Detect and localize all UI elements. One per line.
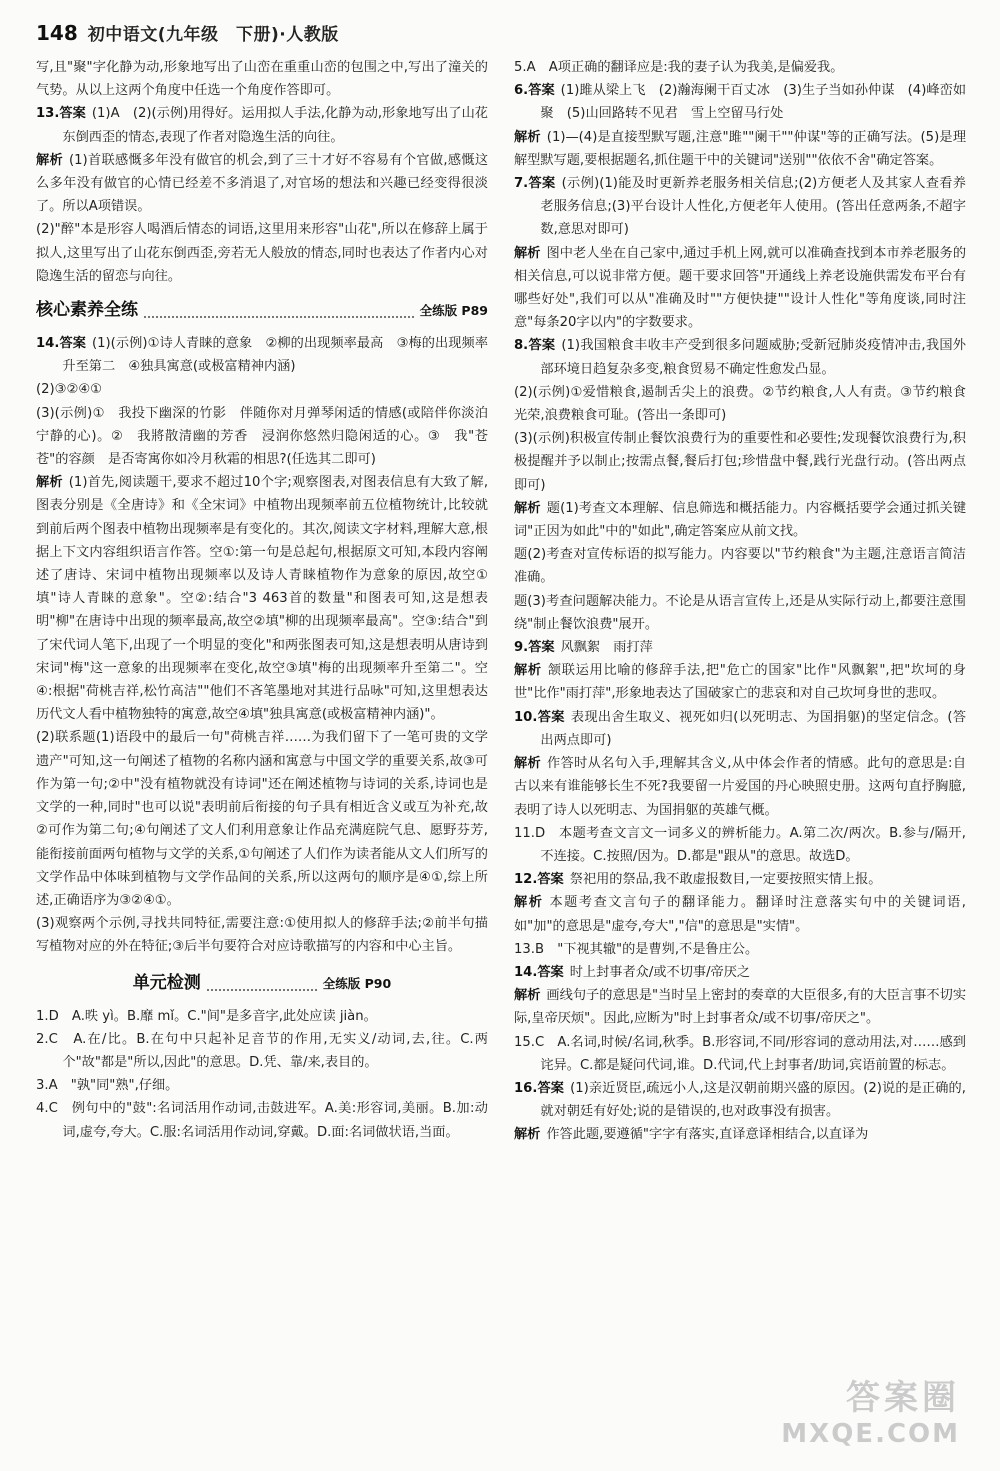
- answer-label: 答案: [528, 338, 556, 354]
- explanation-14: [36, 471, 488, 726]
- unit-answer-15: 15.C A.名词,时候/名词,秋季。B.形容词,不同/形容词的意动用法,对……感到诧异。C.都是疑问代词,谁。D.代词,代上封事者/助词,宾语前置的标志。: [514, 1034, 966, 1073]
- unit-answer-3: 3.A "孰"同"熟",仔细。: [36, 1078, 179, 1094]
- explanation-label: 解析: [514, 129, 541, 145]
- answer-label: 答案: [537, 872, 564, 888]
- answer-6: [514, 79, 966, 125]
- explanation-8: [514, 497, 966, 543]
- unit-answer-4: 4.C 例句中的"鼓":名词活用作动词,击鼓进军。A.美:形容词,美丽。B.加:动词,虚夸,夸大。C.服:名词活用作动词,穿戴。D.面:名词做状语,当面。: [36, 1101, 488, 1140]
- answer-10: [514, 706, 966, 752]
- question-number: 7.: [514, 176, 529, 192]
- question-number: 12.: [514, 872, 538, 888]
- left-column: [36, 56, 488, 1144]
- answer-text: 时上封事者众/或不切事/帝厌之: [569, 964, 751, 980]
- answer-8-part3: (3)(示例)积极宣传制止餐饮浪费行为的重要性和必要性;发现餐饮浪费行为,积极提醒并予以制止;按需点餐,餐后打包;珍惜盘中餐,践行光盘行动。(答出两点即可): [514, 431, 966, 493]
- explanation-label: 解析: [514, 1127, 541, 1143]
- explanation-16: [514, 1123, 966, 1146]
- unit-answer-5: 5.A A项正确的翻译应是:我的妻子认为我美,是偏爱我。: [514, 60, 844, 75]
- answer-text: 表现出舍生取义、视死如归(以死明志、为国捐躯)的坚定信念。(答出两点即可): [540, 709, 967, 748]
- explanation-label: 解析: [514, 988, 541, 1004]
- answer-label: 答案: [59, 336, 86, 352]
- answer-9: [514, 636, 966, 659]
- explanation-12: [514, 891, 966, 937]
- question-number: 8.: [514, 338, 529, 354]
- answer-label: 答案: [528, 640, 555, 656]
- right-column: [514, 56, 966, 1147]
- explanation-label: 解析: [514, 245, 541, 261]
- unit-answer-11: 11.D 本题考查文言文一词多义的辨析能力。A.第二次/两次。B.参与/隔开,不连接。C.按照/因为。D.都是"跟从"的意思。故选D。: [514, 825, 966, 864]
- question-number: 14.: [514, 964, 538, 980]
- page-number: 148: [36, 21, 78, 45]
- section-title: 单元检测: [132, 972, 201, 993]
- dotted-leader: [207, 977, 317, 991]
- explanation-text: 本题考查文言句子的翻译能力。翻译时注意落实句中的关键词语,如"加"的意思是"虚夸,夸大","信"的意思是"实情"。: [514, 895, 966, 934]
- explanation-text: 题(1)考查文本理解、信息筛选和概括能力。内容概括要学会通过抓关键词"正因为如此"中的"如此",确定答案应从前文找。: [514, 500, 967, 540]
- explanation-label: 解析: [514, 756, 542, 772]
- question-number: 14.: [36, 336, 60, 352]
- explanation-label: 解析: [514, 895, 544, 911]
- question-number: 6.: [514, 83, 529, 99]
- question-number: 10.: [514, 709, 538, 725]
- explanation-6: [514, 126, 966, 172]
- section-page-ref: 全练版 P90: [322, 975, 392, 991]
- answer-text: (1)A (2)(示例)用得好。运用拟人手法,化静为动,形象地写出了山花东倒西歪的情态,表现了作者对隐逸生活的向往。: [62, 106, 488, 145]
- answer-text: (1)我国粮食丰收丰产受到很多问题威胁;受新冠肺炎疫情冲击,我国外部环境日趋复杂多变,粮食贸易不确定性愈发凸显。: [540, 338, 966, 377]
- explanation-8-part3: 题(3)考查问题解决能力。不论是从语言宣传上,还是从实际行动上,都要注意围绕"制止餐饮浪费"展开。: [514, 593, 966, 632]
- answer-14-part2: (2)③②④①: [36, 382, 102, 398]
- explanation-label: 解析: [36, 152, 63, 168]
- explanation-text: 画线句子的意思是"当时呈上密封的奏章的大臣很多,有的大臣言事不切实际,皇帝厌烦"。因此,应断为"时上封事者众/或不切事/帝厌之"。: [514, 988, 967, 1027]
- explanation-text: (1)—(4)是直接型默写题,注意"雎""阑干""仲谋"等的正确写法。(5)是理解型默写题,要根据题名,抓住题干中的关键词"送别""依依不舍"确定答案。: [514, 129, 967, 168]
- section-page-ref: 全练版 P89: [419, 303, 488, 319]
- watermark-url: MXQE.COM: [781, 1419, 960, 1449]
- explanation-label: 解析: [514, 500, 541, 516]
- explanation-14-part3: (3)观察两个示例,寻找共同特征,需要注意:①使用拟人的修辞手法;②前半句描写植物对应的外在特征;③后半句要符合对应诗歌描写的内容和中心主旨。: [36, 916, 488, 955]
- explanation-text: 作答时从名句入手,理解其含义,从中体会作者的情感。此句的意思是:自古以来有谁能够长生不死?我要留一片爱国的丹心映照史册。这两句直抒胸臆,表明了诗人以死明志、为国捐躯的英雄气概。: [514, 756, 967, 818]
- explanation-14b: [514, 984, 966, 1030]
- watermark-logo-text: 答案圈: [846, 1378, 960, 1418]
- watermark: [781, 1370, 960, 1449]
- book-title: 初中语文(九年级 下册)·人教版: [87, 25, 339, 45]
- explanation-text: (1)首先,阅读题干,要求不超过10个字;观察图表,对图表信息有大致了解,图表分别是《全唐诗》和《全宋词》中植物出现频率前五位植物统计,比较就到前后两个图表中植物出现频率是有变化的。其次,阅读文字材料,理解大意,根据上下文内容组织语言作答。空①:第一句是总起句,根据原文可知,本段内容阐述了唐诗、宋词中植物出现频率以及诗人青睐植物作为意象的原因,故空①填"诗人青睐的意象"。空②:结合"3 463首的数量"和图表可知,这是想表明"柳"在唐诗中出现的频率最高,故空②填"柳的出现频率最高"。空③:结合"到了宋代词人笔下,出现了一个明显的变化"和两张图表可知,这是想表明从唐诗到宋词"梅"这一意象的出现频率在变化,故空③填"梅的出现频率升至第二"。空④:根据"荷桃吉祥,松竹高洁""他们不吝笔墨地对其进行品咏"可知,这里想表达历代文人看中植物独特的寓意,故空④填"独具寓意(或极富精神内涵)"。: [36, 475, 489, 723]
- question-number: 9.: [514, 640, 529, 656]
- section-header-unit: [36, 969, 488, 999]
- answer-text: (1)(示例)①诗人青睐的意象 ②柳的出现频率最高 ③梅的出现频率升至第二 ④独具寓意(或极富精神内涵): [62, 336, 489, 375]
- answer-16: [514, 1077, 966, 1123]
- answer-text: (1)亲近贤臣,疏远小人,这是汉朝前期兴盛的原因。(2)说的是正确的,就对朝廷有好处;说的是错误的,也对政事没有损害。: [540, 1080, 966, 1120]
- explanation-label: 解析: [514, 663, 542, 679]
- section-header-core: [36, 296, 488, 326]
- answer-label: 答案: [528, 83, 555, 99]
- answer-12: [514, 868, 966, 891]
- answer-14b: [514, 961, 966, 984]
- page-header: [36, 20, 339, 45]
- answer-13: [36, 102, 488, 148]
- answer-text: 祭祀用的祭品,我不敢虚报数目,一定要按照实情上报。: [569, 872, 882, 888]
- explanation-13-part2: (2)"醉"本是形容人喝酒后情态的词语,这里用来形容"山花",所以在修辞上属于拟人,这里写出了山花东倒西歪,旁若无人般放的情态,同时也表达了作者内心对隐逸生活的留恋与向往。: [36, 222, 488, 284]
- answer-8-part2: (2)(示例)①爱惜粮食,遏制舌尖上的浪费。②节约粮食,人人有责。③节约粮食光荣,浪费粮食可耻。(答出一条即可): [514, 384, 966, 424]
- answer-text: 风飘絮 雨打萍: [560, 640, 653, 656]
- answer-label: 答案: [537, 964, 564, 980]
- dotted-leader: [144, 304, 414, 318]
- paragraph: 写,且"聚"字化静为动,形象地写出了山峦在重重山峦的包围之中,写出了潼关的气势。从以上这两个角度中任选一个角度作答即可。: [36, 60, 488, 99]
- answer-label: 答案: [59, 106, 86, 122]
- answer-7: [514, 172, 966, 242]
- explanation-9: [514, 659, 966, 705]
- answer-8: [514, 334, 966, 380]
- explanation-text: 图中老人坐在自己家中,通过手机上网,就可以准确查找到本市养老服务的相关信息,可以说非常方便。题干要求回答"开通线上养老设施供需发布平台有哪些好处",我们可以从"准确及时""方便快捷""设计人性化"等角度谈,同时注意"每条20字以内"的字数要求。: [514, 245, 967, 331]
- unit-answer-13: 13.B "下视其辙"的是曹刿,不是鲁庄公。: [514, 941, 759, 957]
- answer-label: 答案: [537, 709, 565, 725]
- explanation-text: 作答此题,要遵循"字字有落实,直译意译相结合,以直译为: [546, 1127, 869, 1143]
- answer-14: [36, 332, 488, 378]
- answer-text: (示例)(1)能及时更新养老服务相关信息;(2)方便老人及其家人查看养老服务信息;(3)平台设计人性化,方便老年人使用。(答出任意两条,不超字数,意思对即可): [540, 176, 966, 238]
- unit-answer-2: 2.C A.在/比。B.在句中只起补足音节的作用,无实义/动词,去,往。C.两个"故"都是"所以,因此"的意思。D.凭、靠/来,表目的。: [36, 1031, 488, 1070]
- explanation-13: [36, 149, 488, 219]
- section-title: 核心素养全练: [36, 300, 138, 321]
- explanation-text: (1)首联感慨多年没有做官的机会,到了三十才好不容易有个官做,感慨这么多年没有做官的心情已经差不多消退了,对官场的想法和兴趣已经变得很淡了。所以A项错误。: [36, 152, 489, 215]
- explanation-14-part2: (2)联系题(1)语段中的最后一句"荷桃吉祥……为我们留下了一笔可贵的文学遗产"可知,这一句阐述了植物的名称内涵和寓意与中国文学的重要关系,故③可作为第一句;②中"没有植物就没有诗词"还在阐述植物与诗词的关系,诗词也是文学的一种,同时"也可以说"表明前后衔接的句子具有相近含义或互为补充,故②可作为第二句;④句阐述了文人们利用意象让作品充满庭院气息、愿野芬芳,能衔接前面两句植物与文学的关系,①句阐述了人们作为读者能从文人们所写的文学作品中体味到植物与文学作品间的关系,所以这两句的顺序是④①,综上所述,正确语序为③②④①。: [36, 730, 488, 908]
- answer-label: 答案: [528, 176, 556, 192]
- explanation-10: [514, 752, 966, 822]
- question-number: 16.: [514, 1080, 538, 1096]
- answer-14-part3: (3)(示例)① 我投下幽深的竹影 伴随你对月弹琴闲适的情感(或陪伴你淡泊宁静的心)。② 我將散清幽的芳香 浸润你悠然归隐闲适的心。③ 我"苍苍"的容颜 是否寄寓你如冷月秋霜的相思?(任选其二即可): [36, 405, 488, 468]
- unit-answer-1: 1.D A.昳 yì。B.靡 mǐ。C."间"是多音字,此处应读 jiàn。: [36, 1008, 377, 1024]
- explanation-text: 颔联运用比喻的修辞手法,把"危亡的国家"比作"风飘絮",把"坎坷的身世"比作"雨打萍",形象地表达了国破家亡的悲哀和对自己坎坷身世的悲叹。: [514, 663, 966, 702]
- question-number: 13.: [36, 106, 60, 122]
- explanation-7: [514, 242, 966, 335]
- answer-text: (1)雎从梁上飞 (2)瀚海阑干百丈冰 (3)生子当如孙仲谋 (4)峰峦如聚 (5)山回路转不见君 雪上空留马行处: [540, 83, 967, 122]
- explanation-8-part2: 题(2)考查对宣传标语的拟写能力。内容要以"节约粮食"为主题,注意语言简洁准确。: [514, 547, 966, 586]
- answer-label: 答案: [537, 1080, 565, 1096]
- explanation-label: 解析: [36, 475, 63, 491]
